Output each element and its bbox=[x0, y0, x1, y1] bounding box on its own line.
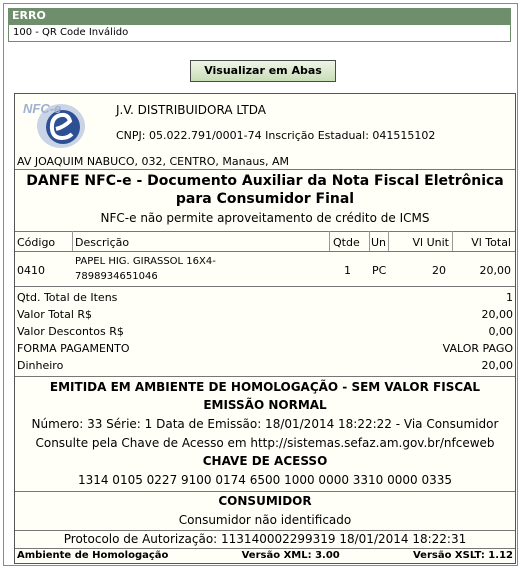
col-un: Un bbox=[371, 236, 387, 249]
view-tabs-button[interactable]: Visualizar em Abas bbox=[190, 60, 336, 82]
col-descricao: Descrição bbox=[75, 236, 130, 249]
totals-valor-row bbox=[17, 308, 513, 321]
protocolo-line: Protocolo de Autorização: 113140002299319 18/01/2014 18:22:31 bbox=[63, 532, 467, 546]
valor-pago-label: VALOR PAGO bbox=[442, 342, 513, 355]
numero-line: Número: 33 Série: 1 Data de Emissão: 18/01/2014 18:22:22 - Via Consumidor bbox=[31, 417, 499, 431]
error-title: ERRO bbox=[8, 8, 511, 24]
emissao-title: EMISSÃO NORMAL bbox=[203, 398, 327, 412]
col-qtde: Qtde bbox=[333, 236, 360, 249]
consumidor-value: Consumidor não identificado bbox=[178, 513, 352, 527]
danfe-title-1: DANFE NFC-e - Documento Auxiliar da Nota Fiscal Eletrônica bbox=[26, 173, 504, 189]
page-frame bbox=[3, 3, 518, 566]
consulte-line: Consulte pela Chave de Acesso em http://sistemas.sefaz.am.gov.br/nfceweb bbox=[35, 436, 495, 450]
footer-versao-xml: Versão XML: 3.00 bbox=[241, 550, 340, 561]
footer-versao-xslt: Versão XSLT: 1.12 bbox=[412, 550, 513, 561]
item-descricao-1: PAPEL HIG. GIRASSOL 16X4- bbox=[75, 256, 216, 267]
col-vl-total: Vl Total bbox=[471, 236, 511, 249]
consumidor-title: CONSUMIDOR bbox=[218, 494, 312, 508]
qtd-label: Qtd. Total de Itens bbox=[17, 291, 118, 304]
company-address: AV JOAQUIM NABUCO, 032, CENTRO, Manaus, AM bbox=[17, 155, 290, 168]
footer-ambiente: Ambiente de Homologação bbox=[17, 550, 169, 561]
dinheiro-label: Dinheiro bbox=[17, 359, 64, 372]
credit-note: NFC-e não permite aproveitamento de crédito de ICMS bbox=[100, 211, 430, 225]
descontos-label: Valor Descontos R$ bbox=[17, 325, 124, 338]
totals-dinheiro-row bbox=[17, 359, 513, 372]
item-un: PC bbox=[372, 264, 387, 277]
item-vl-unit: 20 bbox=[432, 264, 446, 277]
item-qtde: 1 bbox=[344, 264, 351, 277]
danfe-document bbox=[14, 93, 516, 564]
item-vl-total: 20,00 bbox=[479, 264, 511, 277]
homolog-title: EMITIDA EM AMBIENTE DE HOMOLOGAÇÃO - SEM VALOR FISCAL bbox=[49, 380, 481, 394]
chave-value: 1314 0105 0227 9100 0174 6500 1000 0000 3310 0000 0335 bbox=[77, 473, 453, 487]
chave-title: CHAVE DE ACESSO bbox=[202, 454, 328, 468]
danfe-title-2: para Consumidor Final bbox=[175, 191, 355, 207]
valor-total-value: 20,00 bbox=[481, 308, 513, 321]
totals-descontos-row bbox=[17, 325, 513, 338]
item-descricao-2: 7898934651046 bbox=[75, 271, 158, 282]
descontos-value: 0,00 bbox=[488, 325, 513, 338]
company-name: J.V. DISTRIBUIDORA LTDA bbox=[116, 103, 266, 117]
dinheiro-value: 20,00 bbox=[481, 359, 513, 372]
totals-qtd-row bbox=[17, 291, 513, 304]
valor-total-label: Valor Total R$ bbox=[17, 308, 93, 321]
forma-pagamento-label: FORMA PAGAMENTO bbox=[17, 342, 130, 355]
item-codigo: 0410 bbox=[17, 264, 45, 277]
company-cnpj: CNPJ: 05.022.791/0001-74 Inscrição Estadual: 041515102 bbox=[116, 129, 436, 142]
col-codigo: Código bbox=[17, 236, 56, 249]
col-vl-unit: Vl Unit bbox=[412, 236, 449, 249]
qtd-value: 1 bbox=[506, 291, 513, 304]
footer-row bbox=[17, 550, 513, 561]
svg-text:NFC-e: NFC-e bbox=[23, 101, 62, 116]
nfce-logo-icon bbox=[23, 99, 93, 149]
totals-pagamento-row bbox=[17, 342, 513, 355]
error-message: 100 - QR Code Inválido bbox=[8, 24, 511, 42]
